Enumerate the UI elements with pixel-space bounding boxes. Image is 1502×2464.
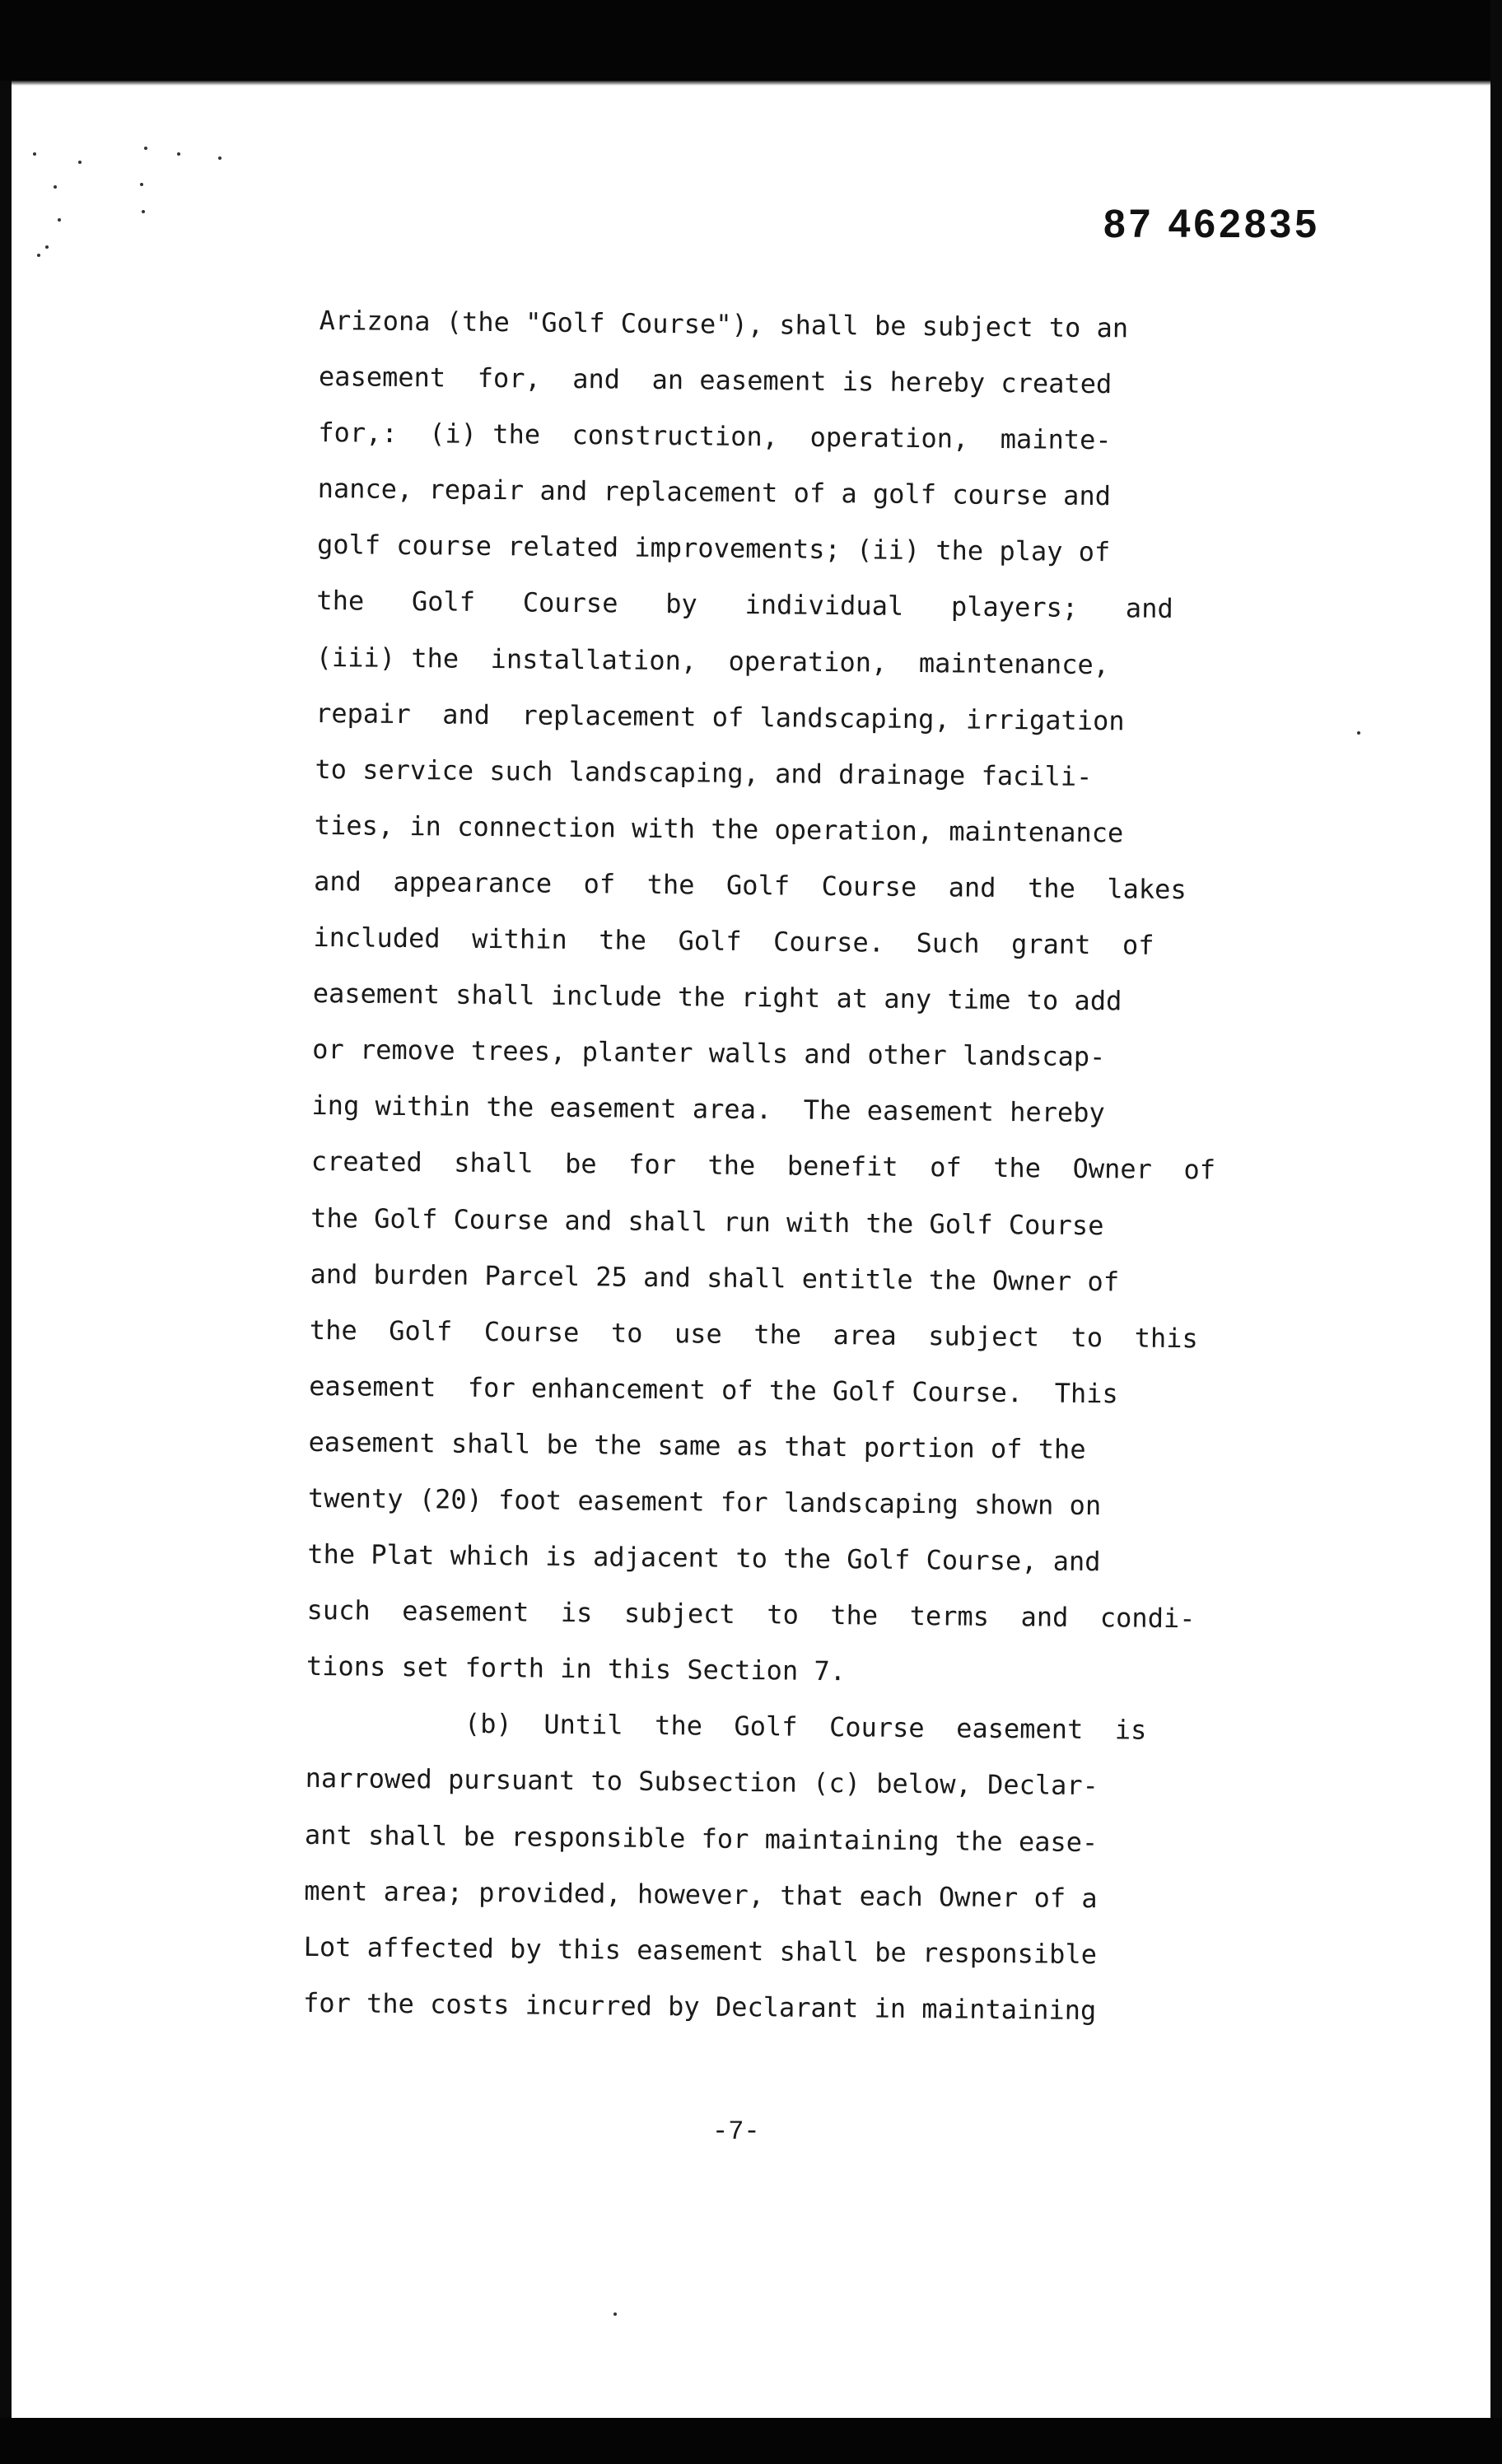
speck bbox=[45, 245, 49, 249]
text-line: ant shall be responsible for maintaining the ease- bbox=[304, 1818, 1099, 1858]
scan-border-right bbox=[1490, 0, 1502, 2464]
text-line: nance, repair and replacement of a golf course and bbox=[317, 473, 1112, 512]
text-line: the Golf Course to use the area subject to this bbox=[309, 1314, 1198, 1354]
text-line: the Golf Course and shall run with the Golf Course bbox=[310, 1202, 1104, 1241]
text-line: Lot affected by this easement shall be responsible bbox=[303, 1930, 1098, 1970]
text-line: to service such landscaping, and drainage facili- bbox=[315, 753, 1093, 792]
text-line: the Golf Course by individual players; and bbox=[316, 585, 1173, 625]
speck bbox=[54, 185, 57, 189]
text-line: created shall be for the benefit of the Owner of bbox=[310, 1146, 1216, 1186]
text-line: ties, in connection with the operation, maintenance bbox=[314, 809, 1124, 849]
text-line: ing within the easement area. The easement hereby bbox=[311, 1090, 1105, 1129]
text-line: or remove trees, planter walls and other landscap- bbox=[311, 1034, 1106, 1073]
text-line: easement shall be the same as that portion of the bbox=[308, 1426, 1086, 1465]
text-line: (iii) the installation, operation, maintenance, bbox=[315, 641, 1110, 680]
speck bbox=[142, 210, 145, 213]
speck bbox=[140, 183, 143, 186]
speck bbox=[33, 152, 36, 156]
speck bbox=[78, 161, 82, 164]
speck bbox=[613, 2312, 617, 2316]
text-line: (b) Until the Golf Course easement is bbox=[306, 1706, 1147, 1747]
text-line: the Plat which is adjacent to the Golf Course, and bbox=[307, 1538, 1101, 1578]
text-line: Arizona (the "Golf Course"), shall be subject to an bbox=[319, 304, 1129, 344]
text-line: tions set forth in this Section 7. bbox=[306, 1650, 847, 1687]
speck bbox=[37, 254, 40, 257]
scan-border-left bbox=[0, 81, 12, 2464]
speck bbox=[218, 156, 222, 160]
scan-border-shadow bbox=[0, 81, 1502, 86]
text-line: such easement is subject to the terms and condi- bbox=[306, 1594, 1196, 1635]
text-line: easement for, and an easement is hereby created bbox=[318, 361, 1113, 400]
text-line: repair and replacement of landscaping, irrigation bbox=[315, 697, 1125, 737]
document-number: 87 462835 bbox=[1103, 203, 1320, 246]
text-line: easement shall include the right at any time to add bbox=[312, 978, 1122, 1017]
text-line: for,: (i) the construction, operation, mainte- bbox=[318, 417, 1112, 456]
text-line: narrowed pursuant to Subsection (c) below, Declar- bbox=[305, 1762, 1099, 1802]
body-text bbox=[303, 292, 1246, 2040]
text-line: for the costs incurred by Declarant in maintaining bbox=[302, 1986, 1097, 2026]
text-line: and burden Parcel 25 and shall entitle the Owner of bbox=[310, 1258, 1120, 1297]
text-line: golf course related improvements; (ii) the play of bbox=[316, 529, 1111, 568]
text-line: easement for enhancement of the Golf Course. This bbox=[309, 1370, 1118, 1410]
speck bbox=[144, 147, 147, 150]
scan-border-bottom bbox=[0, 2418, 1502, 2464]
speck bbox=[58, 218, 61, 222]
text-line: and appearance of the Golf Course and the lakes bbox=[313, 865, 1187, 906]
text-line: twenty (20) foot easement for landscaping shown on bbox=[307, 1482, 1102, 1522]
text-line: included within the Golf Course. Such grant of bbox=[313, 921, 1154, 961]
speck bbox=[1357, 731, 1360, 735]
speck bbox=[177, 152, 180, 156]
page-number: -7- bbox=[712, 2116, 760, 2147]
scan-border-top bbox=[0, 0, 1502, 81]
text-line: ment area; provided, however, that each Owner of a bbox=[304, 1874, 1098, 1914]
